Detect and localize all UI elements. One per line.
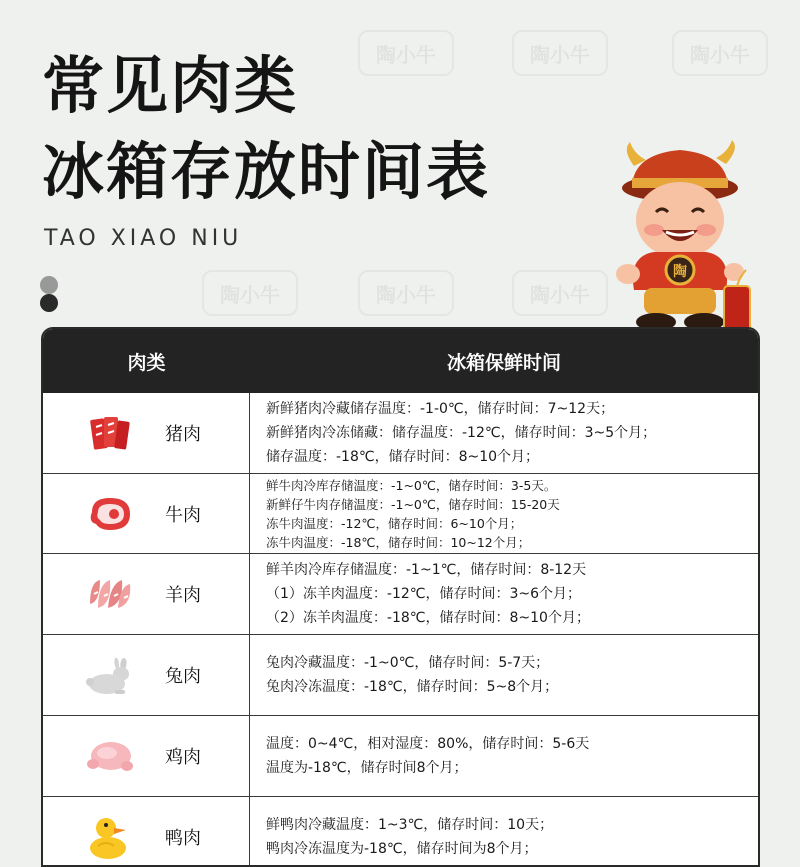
rabbit-icon (83, 652, 137, 698)
meat-cell (43, 554, 250, 634)
storage-line: 新鲜猪肉冷冻储藏：储存温度：-12℃，储存时间：3~5个月； (266, 425, 657, 441)
storage-line: 温度：0~4℃，相对湿度：80%，储存时间：5-6天 (266, 736, 590, 752)
page-title-line2: 冰箱存放时间表 (42, 135, 491, 208)
decor-dot-dark (40, 294, 58, 312)
table-header (43, 329, 758, 393)
header-meat-type: 肉类 (127, 351, 166, 374)
storage-line: 兔肉冷藏温度：-1~0℃，储存时间：5-7天； (266, 655, 550, 671)
storage-line: （1）冻羊肉温度：-12℃，储存时间：3~6个月； (266, 586, 582, 602)
watermark-logo: 陶小牛 (358, 270, 454, 316)
watermark-logo: 陶小牛 (358, 30, 454, 76)
meat-name: 猪肉 (165, 424, 201, 445)
page-title-line1: 常见肉类 (42, 49, 299, 122)
watermark-logo: 陶小牛 (202, 270, 298, 316)
storage-info (250, 554, 758, 634)
storage-line: 兔肉冷冻温度：-18℃，储存时间：5~8个月； (266, 679, 559, 695)
table-row (43, 554, 758, 635)
storage-info (250, 635, 758, 715)
meat-cell (43, 797, 250, 867)
storage-line: 温度为-18℃，储存时间8个月； (266, 760, 468, 776)
mascot-badge-text: 陶 (673, 264, 687, 280)
meat-cell (43, 474, 250, 553)
pork-icon (83, 410, 137, 456)
watermark-logo: 陶小牛 (672, 30, 768, 76)
meat-name: 鸭肉 (165, 828, 201, 849)
beef-icon (83, 491, 137, 537)
storage-line: 鲜羊肉冷库存储温度：-1~1℃，储存时间：8-12天 (266, 562, 587, 578)
mascot-icon (604, 140, 764, 336)
watermark-logo: 陶小牛 (512, 270, 608, 316)
storage-info (250, 797, 758, 867)
table-row (43, 716, 758, 797)
mutton-icon (83, 571, 137, 617)
storage-line: 储存温度：-18℃，储存时间：8~10个月； (266, 449, 540, 465)
watermark-logo: 陶小牛 (512, 30, 608, 76)
meat-storage-table (41, 327, 760, 867)
storage-line: 鸭肉冷冻温度为-18℃，储存时间为8个月； (266, 841, 538, 857)
duck-icon (83, 814, 137, 860)
meat-name: 羊肉 (165, 585, 201, 606)
storage-info (250, 716, 758, 796)
brand-subtitle: TAO XIAO NIU (44, 226, 243, 251)
storage-line: （2）冻羊肉温度：-18℃，储存时间：8~10个月； (266, 610, 590, 626)
table-row (43, 393, 758, 474)
meat-name: 牛肉 (165, 504, 201, 526)
storage-info (250, 393, 758, 473)
storage-line: 鲜鸭肉冷藏温度：1~3℃，储存时间：10天； (266, 817, 554, 833)
meat-name: 鸡肉 (165, 747, 201, 768)
storage-line: 新鲜猪肉冷藏储存温度：-1-0℃，储存时间：7~12天； (266, 401, 615, 417)
meat-cell (43, 393, 250, 473)
meat-cell (43, 716, 250, 796)
decor-dot-gray (40, 276, 58, 294)
storage-info (250, 474, 758, 553)
table-row (43, 797, 758, 867)
meat-cell (43, 635, 250, 715)
meat-name: 兔肉 (165, 666, 201, 687)
chicken-icon (83, 733, 137, 779)
storage-line: 新鲜仔牛肉存储温度：-1~0℃，储存时间：15-20天 (266, 496, 560, 512)
storage-line: 鲜牛肉冷库存储温度：-1~0℃，储存时间：3-5天。 (266, 477, 557, 493)
header-storage-time: 冰箱保鲜时间 (446, 351, 561, 374)
table-row (43, 474, 758, 554)
storage-line: 冻牛肉温度：-18℃，储存时间：10~12个月； (266, 534, 531, 550)
storage-line: 冻牛肉温度：-12℃，储存时间：6~10个月； (266, 515, 523, 531)
table-row (43, 635, 758, 716)
